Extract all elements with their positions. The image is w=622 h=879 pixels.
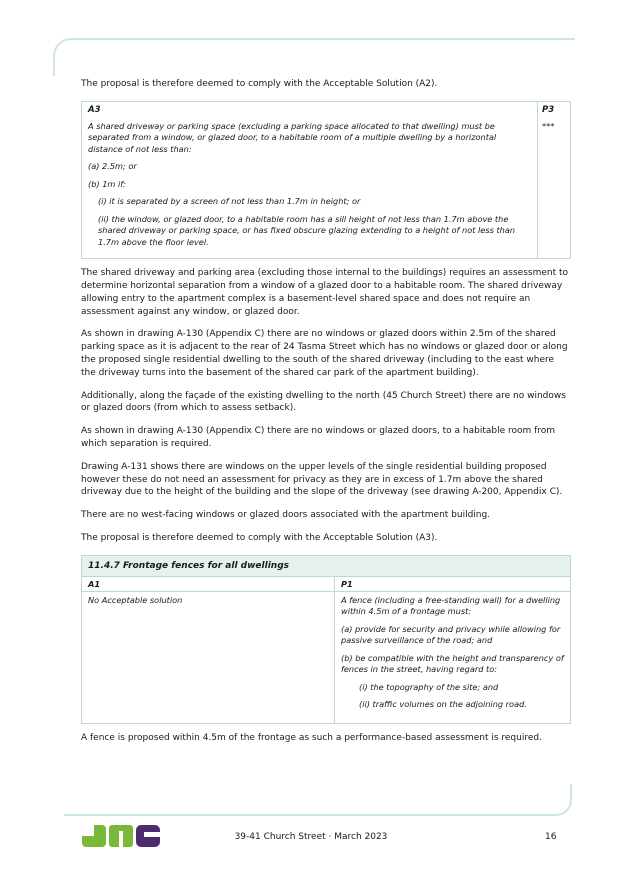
fence-a-text: No Acceptable solution [88, 594, 183, 605]
page-number: 16 [545, 832, 557, 842]
a3-item-i: (i) it is separated by a screen of not less than 1.7m in height; or [98, 196, 361, 207]
body-paragraph: The shared driveway and parking area (excluding those internal to the buildings) requires an assessment to determine horizontal separation from a window of a glazed door to a habitable room. The shared driveway allowing entry to the apartment complex is a basement-level shared space and does not require an assessment against any window, or glazed door. [81, 268, 569, 317]
closing-paragraph: A fence is proposed within 4.5m of the frontage as such a performance-based assessment is required. [81, 732, 542, 743]
body-paragraph: The proposal is therefore deemed to comply with the Acceptable Solution (A3). [81, 533, 438, 544]
fence-p-text: A fence (including a free-standing wall) for a dwelling within 4.5m of a frontage must: [341, 594, 561, 617]
body-paragraph: Drawing A-131 shows there are windows on the upper levels of the single residential building proposed however these do not need an assessment for privacy as they are in excess of 1.7m above the shared driveway due to the height of the building and the slope of the driveway (see drawing A-200, Appendix C). [81, 461, 563, 498]
a3-code: A3 [88, 104, 101, 115]
frontage-fences-table [81, 555, 571, 724]
body-paragraph: There are no west-facing windows or glazed doors associated with the apartment building. [81, 510, 491, 521]
a3-text: A shared driveway or parking space (excluding a parking space allocated to that dwelling) must be separated from a window, or glazed door, to a habitable room of a multiple dwelling by a horizontal distance of not less than: [88, 120, 497, 154]
fence-performance-criteria [335, 592, 570, 723]
fence-p-item-b: (b) be compatible with the height and transparency of fences in the street, having regard to: [341, 652, 564, 675]
fence-p-item-ii: (ii) traffic volumes on the adjoining road. [359, 699, 527, 710]
fence-col-a-header: A1 [82, 577, 335, 592]
a3-standard-box [81, 101, 571, 260]
fence-p-item-a: (a) provide for security and privacy while allowing for passive surveillance of the road; and [341, 623, 561, 646]
fence-acceptable-solution [82, 592, 335, 723]
fence-table-header-row [82, 577, 570, 592]
fence-table-body-row [82, 592, 570, 723]
fence-table-title: 11.4.7 Frontage fences for all dwellings [82, 556, 570, 577]
a3-item-a: (a) 2.5m; or [88, 161, 137, 172]
page-frame-bottom [64, 784, 572, 816]
footer-center-text: 39-41 Church Street · March 2023 [234, 832, 388, 842]
fence-p-item-i: (i) the topography of the site; and [359, 681, 499, 692]
body-paragraph: As shown in drawing A-130 (Appendix C) there are no windows or glazed doors, to a habitable room from which separation is required. [81, 426, 556, 450]
a3-item-b: (b) 1m if: [88, 178, 126, 189]
a3-item-ii: (ii) the window, or glazed door, to a habitable room has a sill height of not less than 1.7m above the shared driveway or parking space, or has fixed obscure glazing extending to a height of not less than 1.7m above the floor level. [98, 213, 516, 247]
p3-text: *** [542, 120, 555, 131]
fence-col-p-header: P1 [335, 577, 570, 592]
body-paragraph: Additionally, along the façade of the existing dwelling to the north (45 Church Street) there are no windows or glazed doors (from which to assess setback). [81, 390, 566, 414]
page-frame-top [53, 38, 575, 76]
a3-acceptable-solution [82, 102, 538, 259]
body-paragraph: As shown in drawing A-130 (Appendix C) there are no windows or glazed doors within 2.5m of the shared parking space as it is adjacent to the rear of 24 Tasma Street which has no windows or glazed door or along the proposed single residential dwelling to the south of the shared driveway (including to the east where the driveway turns into the basement of the shared car park of the apartment building). [81, 329, 568, 378]
intro-paragraph: The proposal is therefore deemed to comply with the Acceptable Solution (A2). [81, 79, 438, 89]
page-content [81, 78, 571, 755]
p3-performance-criteria [538, 102, 570, 259]
p3-code: P3 [542, 104, 555, 115]
